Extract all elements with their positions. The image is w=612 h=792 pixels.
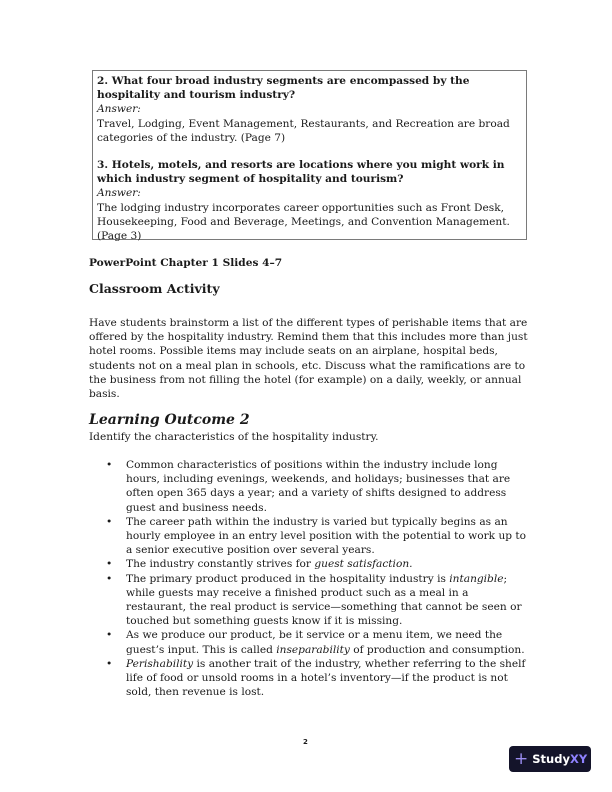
question-box	[92, 70, 527, 243]
bullet-icon: •	[106, 657, 113, 670]
answer-3: The lodging industry incorporates career opportunities such as Front Desk, Housekeeping, Food and Beverage, Meetings, and Convention Management. (Page 3)	[97, 201, 510, 243]
powerpoint-reference: PowerPoint Chapter 1 Slides 4–7	[89, 257, 283, 269]
emphasis: Perishability	[126, 657, 194, 670]
list-item: • Perishability is another trait of the industry, whether referring to the shelf life of food or unsold rooms in a hotel’s inventory—if the product is not sold, then revenue is lost.	[106, 657, 526, 699]
classroom-activity-body: Have students brainstorm a list of the different types of perishable items that are offered by the hospitality industry. Remind them that this includes more than just hotel rooms. Possible items may include seats on an airplane, hospital beds, students not on a meal plan in schools, etc. Discuss what the ramifications are to the business from not filling the hotel (for example) on a daily, weekly, or annual basis.	[89, 317, 528, 401]
answer-label: Answer:	[97, 187, 141, 200]
question-2: 2. What four broad industry segments are encompassed by the hospitality and tourism industry?	[97, 75, 470, 102]
bullet-icon: •	[106, 558, 113, 571]
answer-2: Travel, Lodging, Event Management, Restaurants, and Recreation are broad categories of the industry. (Page 7)	[97, 117, 510, 144]
list-item: • Common characteristics of positions within the industry include long hours, including evenings, weekends, and holidays; businesses that are often open 365 days a year; and a variety of shifts designed to address guest and business needs.	[106, 459, 511, 514]
list-item: • The industry constantly strives for guest satisfaction.	[106, 558, 413, 571]
emphasis: guest satisfaction.	[314, 558, 413, 571]
page-number: 2	[303, 738, 308, 746]
list-item: • The primary product produced in the hospitality industry is intangible; while guests may receive a finished product such as a meal in a restaurant, the real product is service—something that cannot be seen or touched but something guests know if it is missing.	[106, 572, 522, 628]
answer-label: Answer:	[97, 103, 141, 116]
bullet-icon: •	[106, 459, 113, 471]
emphasis: intangible	[449, 572, 504, 585]
brand-main: Study	[532, 752, 570, 766]
question-3: 3. Hotels, motels, and resorts are locations where you might work in which industry segment of hospitality and tourism?	[97, 159, 505, 186]
bullet-icon: •	[106, 572, 113, 585]
characteristics-list	[100, 458, 530, 699]
learning-outcome-heading: Learning Outcome 2	[89, 412, 250, 428]
classroom-activity-heading: Classroom Activity	[89, 281, 220, 296]
list-item: • The career path within the industry is varied but typically begins as an hourly employee in an entry level position with the potential to work up to a senior executive position over several years.	[106, 515, 527, 557]
bullet-icon: •	[106, 515, 113, 528]
bullet-icon: •	[106, 629, 113, 642]
learning-outcome-subtitle: Identify the characteristics of the hospitality industry.	[89, 431, 379, 443]
plus-icon: +	[514, 748, 529, 769]
emphasis: inseparability	[276, 643, 350, 656]
brand-accent: XY	[569, 752, 588, 766]
list-item: • As we produce our product, be it service or a menu item, we need the guest’s input. This is called inseparability of production and consumption.	[106, 629, 525, 656]
studyxy-badge[interactable]	[509, 746, 591, 772]
